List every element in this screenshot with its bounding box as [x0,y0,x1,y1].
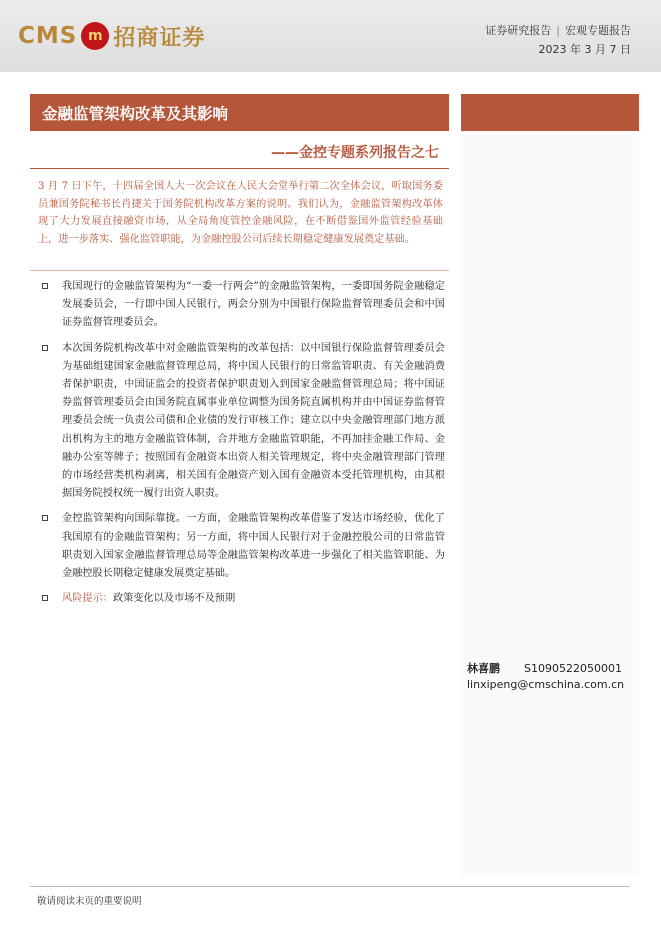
key-points-list [38,278,445,615]
risk-text: 政策变化以及市场不及预期 [112,593,236,605]
bullet-square-icon [42,345,48,351]
bullet-square-icon [42,283,48,289]
separator: | [556,24,560,37]
divider [30,270,449,271]
page-title: 金融监管架构改革及其影响 [42,104,229,123]
analyst-email[interactable]: linxipeng@cmschina.com.cn [467,678,625,691]
bullet-square-icon [42,595,48,601]
footer-note: 敬请阅读末页的重要说明 [37,896,142,907]
logo-emblem-icon: m [81,22,109,50]
list-item [38,510,445,583]
report-category: 证券研究报告 [485,24,552,37]
sidebar-header-bar [461,94,639,131]
sidebar-panel [461,131,639,876]
page-subtitle: ——金控专题系列报告之七 [271,145,439,161]
abstract-paragraph: 3 月 7 日下午，十四届全国人大一次会议在人民大会堂举行第二次全体会议，听取国务委员兼国务院秘书长肖捷关于国务院机构改革方案的说明。我们认为，金融监管架构改革体现了大力发展直接融资市场，从全局角度管控金融风险，在不断借鉴国外监管经验基础上，进一步落实、强化监管职能，为金融控股公司后续长期稳定健康发展奠定基础。 [38,181,443,245]
title-bar [30,94,449,131]
bullet-square-icon [42,515,48,521]
report-subcategory: 宏观专题报告 [565,24,631,37]
risk-label: 风险提示： [62,593,113,605]
list-item [38,278,445,333]
risk-warning [38,590,445,608]
list-item-text: 金控监管架构向国际靠拢。一方面，金融监管架构改革借鉴了发达市场经验，优化了我国原有的金融监管架构；另一方面，将中国人民银行对于金融控股公司的日常监管职责划入国家金融监督管理总局等金融监管架构改革进一步强化了相关监管职能、为金融控股长期稳定健康发展奠定基础。 [62,513,445,580]
analyst-info [467,660,622,676]
analyst-cert: S1090522050001 [524,662,622,675]
report-date: 2023 年 3 月 7 日 [538,43,631,56]
logo-cms-text: CMS [18,23,78,49]
watermark: 证券研究报告 请务必阅读 [470,10,608,21]
list-item-text: 本次国务院机构改革中对金融监管架构的改革包括：以中国银行保险监督管理委员会为基础组建国家金融监督管理总局，将中国人民银行的日常监管职责、有关金融消费者保护职责，中国证监会的投资者保护职责划入到国家金融监督管理总局；将中国证券监督管理委员会由国务院直属事业单位调整为国务院直属机构并由中国证券监督管理委员会统一负责公司债和企业债的发行审核工作；建立以中央金融管理部门地方派出机构为主的地方金融监管体制，合并地方金融监管职能，不再加挂金融工作局、金融办公室等牌子；按照国有金融资本出资人相关管理规定，将中央金融管理部门管理的市场经营类机构剥离，相关国有金融资产划入国有金融资本受托管理机构，由其根据国务院授权统一履行出资人职责。 [62,342,445,500]
report-type [485,22,631,38]
logo-chinese-text: 招商证券 [113,25,206,51]
analyst-name: 林喜鹏 [467,662,500,675]
company-logo [18,18,205,54]
list-item [38,340,445,504]
divider [30,168,449,169]
list-item-text: 我国现行的金融监管架构为“一委一行两会”的金融监管架构，一委即国务院金融稳定发展委员会，一行即中国人民银行，两会分别为中国银行保险监督管理委员会和中国证券监督管理委员会。 [62,281,445,329]
footer-divider [30,886,630,887]
